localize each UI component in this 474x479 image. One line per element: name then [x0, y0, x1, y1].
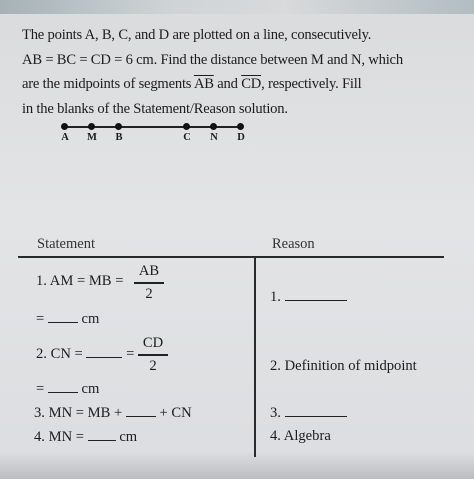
cn-blank[interactable] [86, 345, 122, 358]
problem-line-2: AB = BC = CD = 6 cm. Find the distance between M and N, which [22, 51, 403, 68]
problem-line-3b: and [213, 76, 242, 92]
reason-1-label: 1. [270, 289, 281, 305]
point-d-dot [237, 123, 244, 130]
equals-sign: = [36, 311, 45, 327]
statement-4 [34, 428, 137, 446]
problem-text [22, 23, 462, 121]
cn-value-blank[interactable] [48, 380, 78, 393]
fraction-ab-numerator: AB [138, 263, 160, 279]
statement-header: Statement [37, 236, 95, 252]
reason-3-blank[interactable] [285, 404, 347, 417]
table-header-rule [18, 256, 444, 258]
segment-ab: $\overline{AB}$ [193, 76, 214, 92]
statement-1: 1. AM = MB = [36, 273, 124, 289]
reason-header: Reason [272, 236, 315, 252]
point-a-dot [61, 123, 68, 130]
problem-line-3c: , respectively. Fill [261, 76, 362, 92]
reason-1-blank[interactable] [285, 288, 347, 301]
statement-3 [34, 404, 192, 422]
point-c-dot [183, 123, 190, 130]
segment-cd: $\overline{CD}$ [241, 76, 262, 92]
am-value-blank[interactable] [48, 310, 78, 323]
point-m-dot [88, 123, 95, 130]
label-a: A [61, 132, 69, 143]
fraction-cd-denominator: 2 [149, 358, 157, 374]
fraction-ab-bar [134, 282, 164, 284]
reason-3-label: 3. [270, 405, 281, 421]
label-n: N [210, 132, 218, 143]
label-d: D [237, 132, 245, 143]
unit-cm: cm [81, 311, 100, 327]
mn-value-blank[interactable] [88, 428, 116, 441]
reason-3 [270, 404, 347, 422]
statement-1-value [36, 310, 99, 328]
fraction-cd-bar [138, 354, 168, 356]
label-b: B [115, 132, 123, 143]
statement-3-rhs: + CN [159, 405, 192, 421]
statement-3-label: 3. MN = MB + [34, 405, 123, 421]
bottom-edge-shadow [0, 452, 474, 479]
number-line [55, 113, 255, 153]
statement-2 [36, 345, 134, 363]
fraction-ab-denominator: 2 [145, 286, 153, 302]
equals-sign: = [36, 381, 45, 397]
fraction-cd-numerator: CD [142, 335, 164, 351]
table-column-divider [254, 257, 256, 457]
problem-line-3a: are the midpoints of segments [22, 76, 194, 92]
point-b-dot [115, 123, 122, 130]
point-n-dot [210, 123, 217, 130]
problem-line-1: The points A, B, C, and D are plotted on a line, consecutively. [22, 27, 372, 43]
problem-line-4: in the blanks of the Statement/Reason solution. [22, 100, 288, 117]
label-m: M [87, 132, 97, 143]
unit-cm: cm [119, 429, 138, 445]
equals-sign: = [126, 346, 135, 362]
problem-line-3 [22, 72, 462, 97]
statement-2-value [36, 380, 99, 398]
unit-cm: cm [81, 381, 100, 397]
mn-sum-blank[interactable] [126, 404, 156, 417]
top-edge-shadow [0, 0, 474, 14]
reason-2: 2. Definition of midpoint [270, 358, 417, 374]
reason-4: 4. Algebra [270, 428, 331, 444]
label-c: C [183, 132, 191, 143]
reason-1 [270, 288, 347, 306]
statement-4-label: 4. MN = [34, 429, 84, 445]
statement-2-label: 2. CN = [36, 346, 83, 362]
